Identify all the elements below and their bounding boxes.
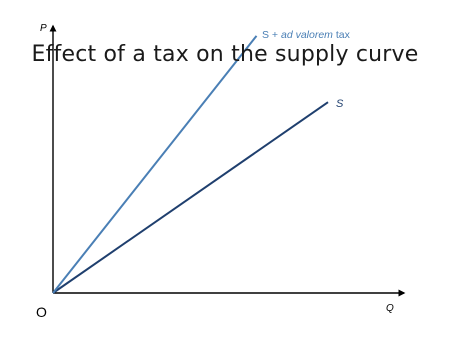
slide-title: Effect of a tax on the supply curve (31, 42, 419, 67)
series-label-s-tax-part1: S + (262, 29, 281, 41)
origin-label: O (36, 304, 47, 320)
x-axis-label: Q (386, 303, 394, 314)
supply-curve-s (53, 102, 328, 293)
series-label-s-tax-part2: ad valorem (280, 29, 333, 41)
y-axis-label: P (40, 23, 47, 34)
series-label-s-tax (262, 29, 351, 41)
supply-curve-s-plus-tax (53, 36, 257, 293)
series-label-s: S (336, 98, 344, 110)
series-label-s-tax-part3: tax (332, 29, 350, 41)
